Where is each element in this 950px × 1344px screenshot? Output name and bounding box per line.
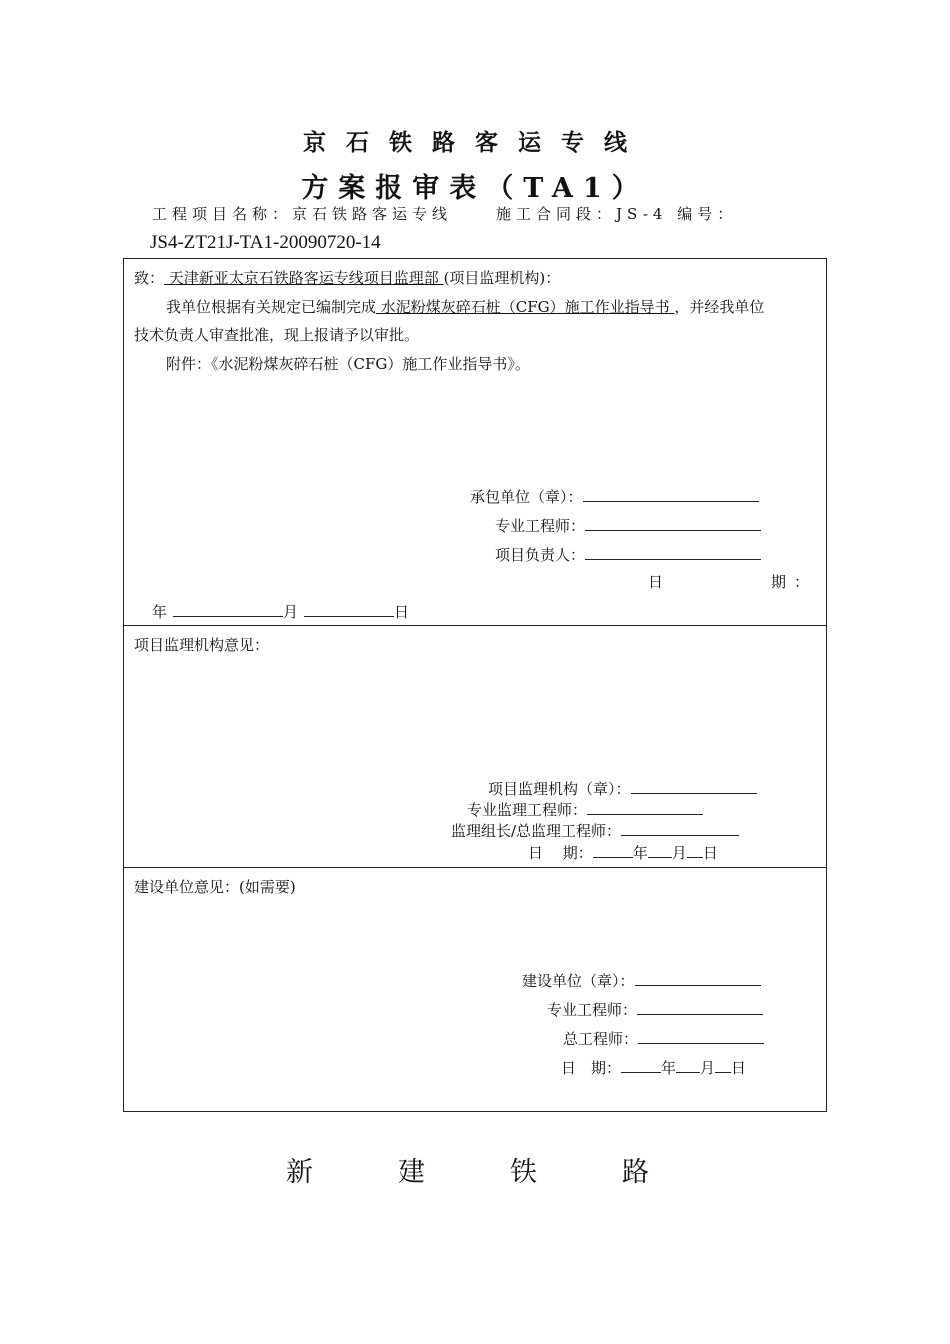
attachment-line: 附件：《水泥粉煤灰碎石桩（CFG）施工作业指导书》。 bbox=[166, 355, 530, 373]
year-blank[interactable] bbox=[173, 602, 283, 617]
footer-char-4: 路 bbox=[622, 1157, 649, 1188]
owner-year-blank[interactable] bbox=[621, 1058, 661, 1073]
supervision-day-blank[interactable] bbox=[687, 843, 703, 858]
form-title-line2: 方案报审表（TA1） bbox=[301, 173, 649, 204]
contractor-seal-line: 承包单位（章）： bbox=[470, 486, 759, 507]
project-name: 工程项目名称：京石铁路客运专线 bbox=[152, 205, 453, 223]
supervision-org-blank[interactable] bbox=[631, 779, 757, 794]
supervision-org-line: 项目监理机构（章）： bbox=[488, 778, 757, 799]
section-divider-2 bbox=[123, 867, 827, 868]
owner-day-blank[interactable] bbox=[715, 1058, 731, 1073]
engineer-line: 专业工程师： bbox=[495, 515, 761, 536]
document-number: JS4-ZT21J-TA1-20090720-14 bbox=[150, 232, 381, 253]
footer-char-2: 建 bbox=[398, 1157, 425, 1188]
owner-month-blank[interactable] bbox=[676, 1058, 700, 1073]
chief-supervisor-line: 监理组长/总监理工程师： bbox=[451, 820, 739, 841]
footer-char-1: 新 bbox=[286, 1157, 313, 1188]
supervision-year-blank[interactable] bbox=[593, 843, 633, 858]
owner-chief-engineer-line: 总工程师： bbox=[563, 1028, 764, 1049]
manager-signature-blank[interactable] bbox=[585, 545, 761, 560]
owner-engineer-blank[interactable] bbox=[637, 1000, 763, 1015]
owner-date-line: 日 期： 年 月 日 bbox=[561, 1059, 747, 1077]
owner-engineer-line: 专业工程师： bbox=[547, 999, 763, 1020]
manager-line: 项目负责人： bbox=[495, 544, 761, 565]
addressee-name: 天津新亚太京石铁路客运专线项目监理部 bbox=[164, 269, 444, 287]
contract-section: 施工合同段：JS-4 编号： bbox=[496, 205, 738, 223]
document-title: 水泥粉煤灰碎石桩（CFG）施工作业指导书 bbox=[376, 298, 675, 316]
supervision-engineer-blank[interactable] bbox=[587, 800, 703, 815]
owner-org-blank[interactable] bbox=[635, 971, 761, 986]
owner-org-line: 建设单位（章）： bbox=[522, 970, 761, 991]
body-paragraph-line1: 我单位根据有关规定已编制完成 水泥粉煤灰碎石桩（CFG）施工作业指导书 ，并经我单位 bbox=[166, 298, 765, 316]
owner-chief-engineer-blank[interactable] bbox=[638, 1029, 764, 1044]
engineer-signature-blank[interactable] bbox=[585, 516, 761, 531]
supervision-engineer-line: 专业监理工程师： bbox=[467, 799, 703, 820]
contractor-signature-blank[interactable] bbox=[583, 487, 759, 502]
form-title-line1: 京石铁路客运专线 bbox=[303, 129, 647, 156]
section-divider-1 bbox=[123, 625, 827, 626]
date-line-1: 年 月 日 bbox=[152, 603, 410, 621]
supervision-opinion-heading: 项目监理机构意见： bbox=[134, 636, 270, 654]
body-paragraph-line2: 技术负责人审查批准，现上报请予以审批。 bbox=[134, 326, 420, 344]
chief-supervisor-blank[interactable] bbox=[621, 821, 739, 836]
project-meta bbox=[152, 203, 737, 224]
supervision-date-line: 日 期： 年 月 日 bbox=[528, 844, 718, 862]
owner-opinion-heading: 建设单位意见：(如需要) bbox=[134, 878, 296, 896]
addressee-line: 致： 天津新亚太京石铁路客运专线项目监理部 (项目监理机构)： bbox=[134, 269, 561, 287]
supervision-month-blank[interactable] bbox=[648, 843, 672, 858]
month-blank[interactable] bbox=[304, 602, 394, 617]
date-label-ri: 日 bbox=[648, 573, 664, 591]
date-label-qi: 期： bbox=[771, 573, 818, 591]
footer-char-3: 铁 bbox=[510, 1157, 537, 1188]
